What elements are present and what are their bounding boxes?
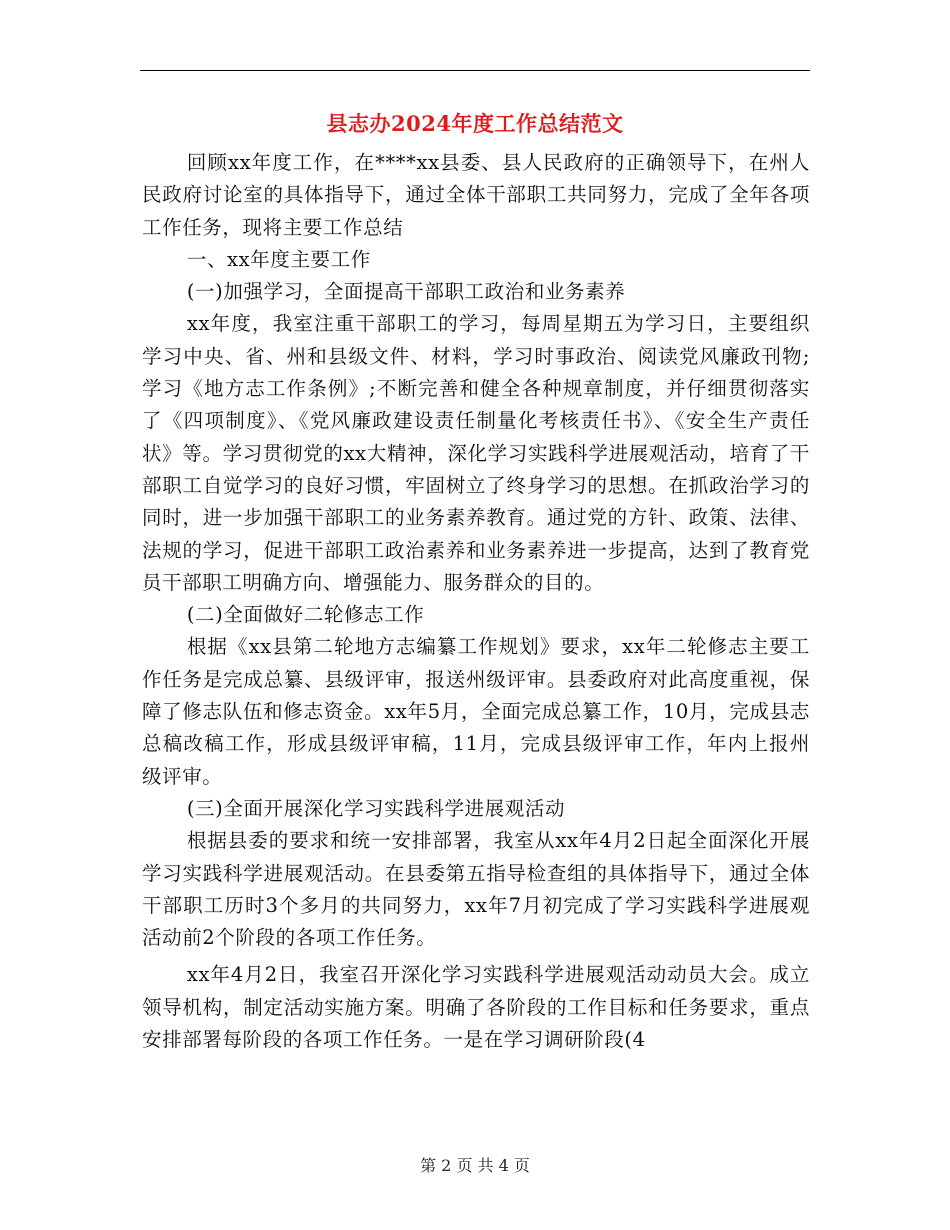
document-body xyxy=(142,147,810,1056)
paragraph-study: xx年度，我室注重干部职工的学习，每周星期五为学习日，主要组织学习中央、省、州和县级文件、材料，学习时事政治、阅读党风廉政刊物;学习《地方志工作条例》;不断完善和健全各种规章制度，并仔细贯彻落实了《四项制度》、《党风廉政建设责任制量化考核责任书》、《安全生产责任状》等。学习贯彻党的xx大精神，深化学习实践科学进展观活动，培育了干部职工自觉学习的良好习惯，牢固树立了终身学习的思想。在抓政治学习的同时，进一步加强干部职工的业务素养教育。通过党的方针、政策、法律、法规的学习，促进干部职工政治素养和业务素养进一步提高，达到了教育党员干部职工明确方向、增强能力、服务群众的目的。 xyxy=(142,312,810,594)
section-heading-1: 一、xx年度主要工作 xyxy=(186,247,371,271)
document-title: 县志办2024年度工作总结范文 xyxy=(326,111,624,136)
paragraph-mobilization: xx年4月2日，我室召开深化学习实践科学进展观活动动员大会。成立领导机构，制定活动实施方案。明确了各阶段的工作目标和任务要求，重点安排部署每阶段的各项工作任务。一是在学习调研阶段(4 xyxy=(142,963,810,1052)
paragraph-activity: 根据县委的要求和统一安排部署，我室从xx年4月2日起全面深化开展学习实践科学进展观活动。在县委第五指导检查组的具体指导下，通过全体干部职工历时3个多月的共同努力，xx年7月初完成了学习实践科学进展观活动前2个阶段的各项工作任务。 xyxy=(142,829,810,950)
subsection-heading-2: (二)全面做好二轮修志工作 xyxy=(186,603,425,627)
paragraph-intro: 回顾xx年度工作，在****xx县委、县人民政府的正确领导下，在州人民政府讨论室的具体指导下，通过全体干部职工共同努力，完成了全年各项工作任务，现将主要工作总结 xyxy=(142,151,810,239)
subsection-heading-3: (三)全面开展深化学习实践科学进展观活动 xyxy=(186,796,566,820)
paragraph-chronicle: 根据《xx县第二轮地方志编纂工作规划》要求，xx年二轮修志主要工作任务是完成总纂、县级评审，报送州级评审。县委政府对此高度重视，保障了修志队伍和修志资金。xx年5月，全面完成总纂工作，10月，完成县志总稿改稿工作，形成县级评审稿，11月，完成县级评审工作，年内上报州级评审。 xyxy=(142,635,810,788)
subsection-heading-1: (一)加强学习，全面提高干部职工政治和业务素养 xyxy=(186,280,626,304)
header-rule xyxy=(140,70,810,71)
page-number-footer: 第 2 页 共 4 页 xyxy=(420,1156,530,1175)
